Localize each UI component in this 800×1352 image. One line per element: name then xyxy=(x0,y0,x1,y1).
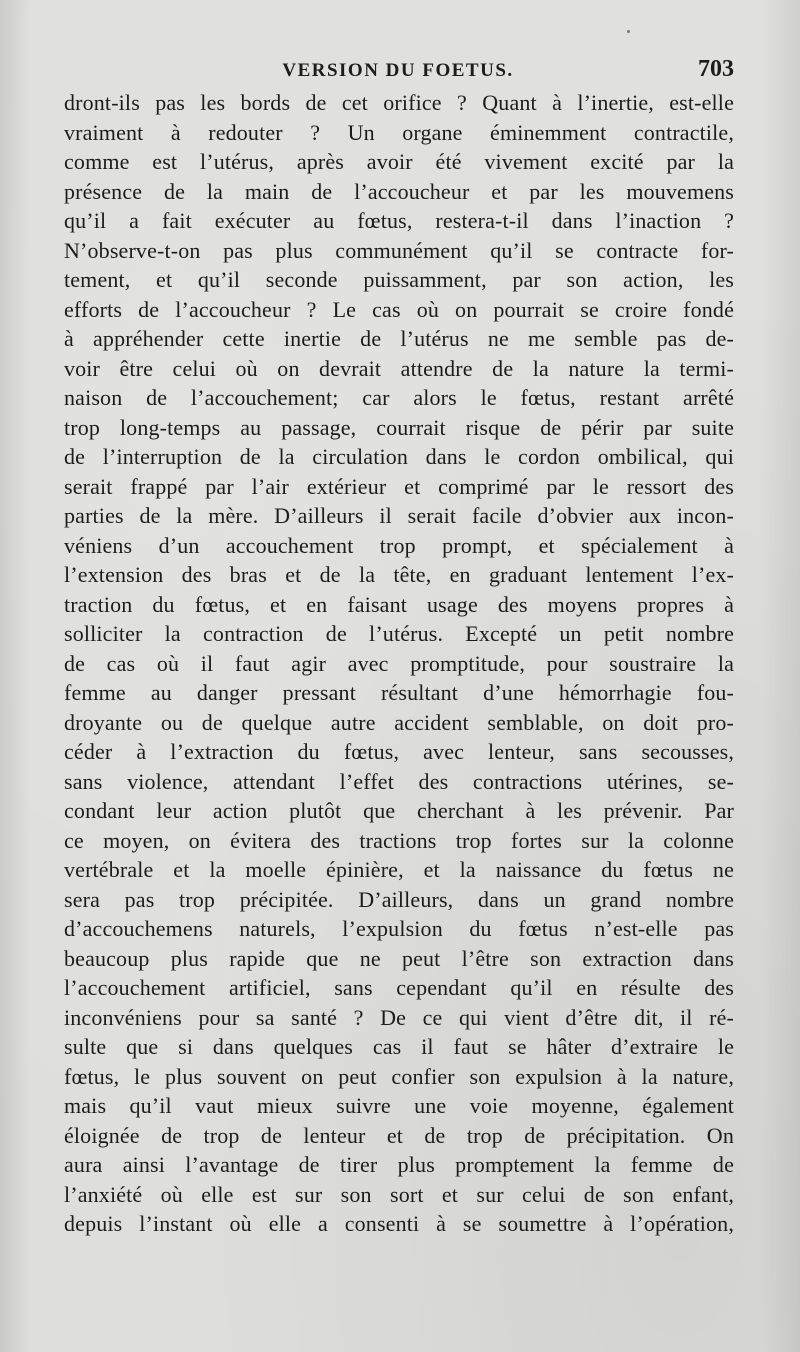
text-line: vertébrale et la moelle épinière, et la naissance du fœtus ne xyxy=(64,857,734,882)
text-line: femme au danger pressant résultant d’une hémorrhagie fou- xyxy=(64,680,734,705)
text-line: vraiment à redouter ? Un organe éminemment contractile, xyxy=(64,119,734,145)
text-line: de l’interruption de la circulation dans le cordon ombilical, qui xyxy=(64,444,734,469)
text-line: présence de la main de l’accoucheur et par les mouvemens xyxy=(64,178,734,204)
text-line: naison de l’accouchement; car alors le fœtus, restant arrêté xyxy=(64,385,734,410)
text-line: trop long-temps au passage, courrait risque de périr par suite xyxy=(64,414,734,440)
text-line: efforts de l’accoucheur ? Le cas où on pourrait se croire fondé xyxy=(64,296,734,322)
text-line: N’observe-t-on pas plus communément qu’il se contracte for- xyxy=(64,237,734,263)
text-line: véniens d’un accouchement trop prompt, et spécialement à xyxy=(64,532,734,558)
text-line: droyante ou de quelque autre accident semblable, on doit pro- xyxy=(64,709,734,735)
text-line: l’anxiété où elle est sur son sort et sur celui de son enfant, xyxy=(64,1181,734,1207)
text-line: inconvéniens pour sa santé ? De ce qui vient d’être dit, il ré- xyxy=(64,1004,734,1030)
text-line: qu’il a fait exécuter au fœtus, restera-t-il dans l’inaction ? xyxy=(64,208,734,233)
text-line: ce moyen, on évitera des tractions trop fortes sur la colonne xyxy=(64,827,734,853)
text-line: l’extension des bras et de la tête, en graduant lentement l’ex- xyxy=(64,562,734,587)
text-line: voir être celui où on devrait attendre de la nature la termi- xyxy=(64,355,734,381)
body-text xyxy=(64,88,734,1239)
page-header xyxy=(62,56,734,90)
text-line: éloignée de trop de lenteur et de trop de précipitation. On xyxy=(64,1122,734,1148)
ink-speck xyxy=(627,30,630,33)
text-line: serait frappé par l’air extérieur et comprimé par le ressort des xyxy=(64,473,734,499)
text-line: sera pas trop précipitée. D’ailleurs, dans un grand nombre xyxy=(64,886,734,912)
text-line: parties de la mère. D’ailleurs il serait facile d’obvier aux incon- xyxy=(64,503,734,528)
text-line: céder à l’extraction du fœtus, avec lenteur, sans secousses, xyxy=(64,739,734,764)
text-line: condant leur action plutôt que cherchant à les prévenir. Par xyxy=(64,798,734,823)
text-line: mais qu’il vaut mieux suivre une voie moyenne, également xyxy=(64,1093,734,1118)
text-line: comme est l’utérus, après avoir été vivement excité par la xyxy=(64,149,734,174)
page-number: 703 xyxy=(698,56,734,82)
text-line: de cas où il faut agir avec promptitude, pour soustraire la xyxy=(64,650,734,676)
text-line: beaucoup plus rapide que ne peut l’être son extraction dans xyxy=(64,945,734,971)
text-line: dront-ils pas les bords de cet orifice ? Quant à l’inertie, est-elle xyxy=(64,90,734,115)
text-line: sans violence, attendant l’effet des contractions utérines, se- xyxy=(64,768,734,794)
text-line: l’accouchement artificiel, sans cependant qu’il en résulte des xyxy=(64,975,734,1000)
text-line: depuis l’instant où elle a consenti à se soumettre à l’opération, xyxy=(64,1211,734,1236)
running-title: VERSION DU FOETUS. xyxy=(282,60,514,81)
text-line: fœtus, le plus souvent on peut confier son expulsion à la nature, xyxy=(64,1063,734,1089)
text-line: sulte que si dans quelques cas il faut se hâter d’extraire le xyxy=(64,1034,734,1059)
text-line: à appréhender cette inertie de l’utérus ne me semble pas de- xyxy=(64,326,734,351)
text-line: tement, et qu’il seconde puissamment, par son action, les xyxy=(64,267,734,292)
text-line: d’accouchemens naturels, l’expulsion du fœtus n’est-elle pas xyxy=(64,916,734,941)
text-line: aura ainsi l’avantage de tirer plus promptement la femme de xyxy=(64,1152,734,1177)
text-line: traction du fœtus, et en faisant usage des moyens propres à xyxy=(64,591,734,617)
text-line: solliciter la contraction de l’utérus. Excepté un petit nombre xyxy=(64,621,734,646)
